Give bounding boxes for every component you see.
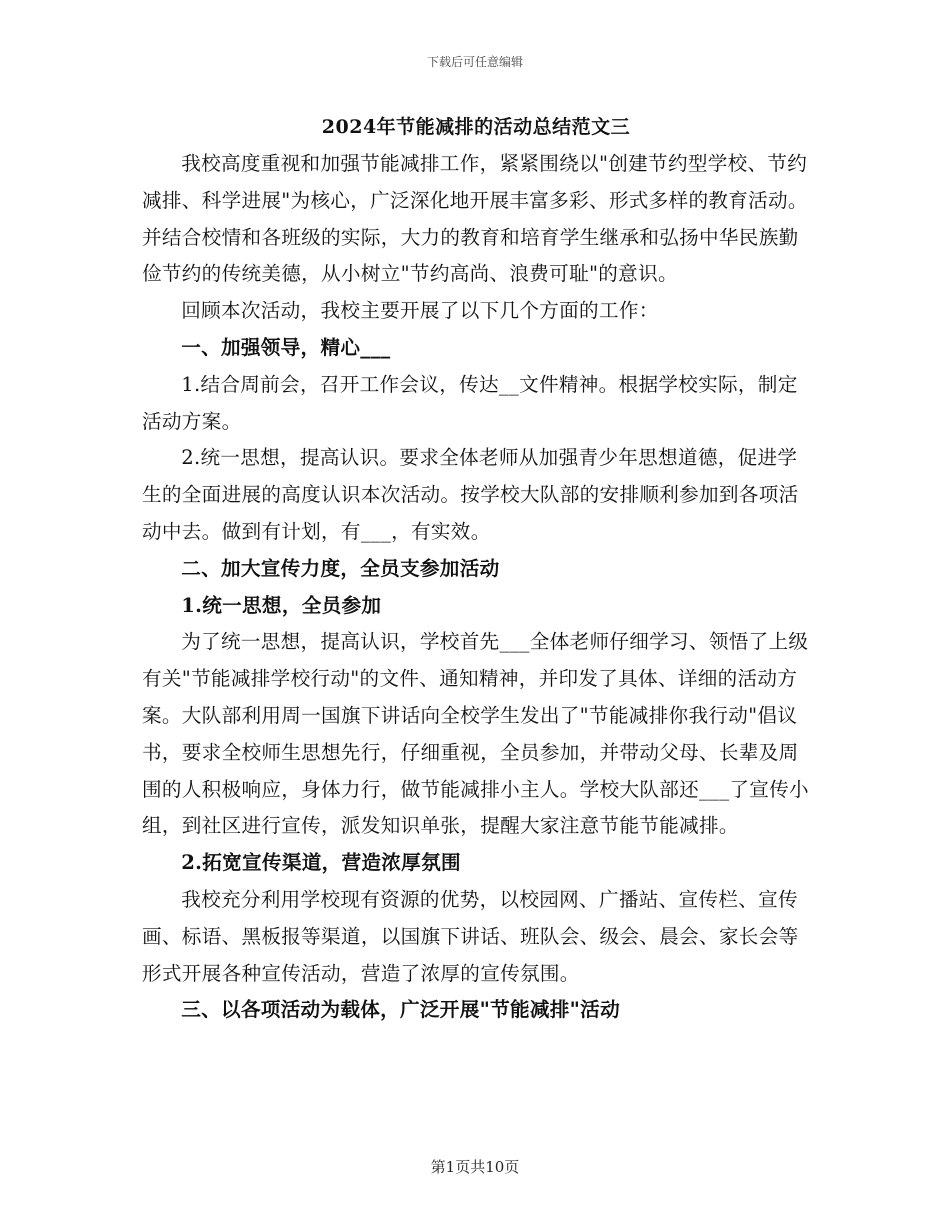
paragraph-review: 回顾本次活动，我校主要开展了以下几个方面的工作： (181, 299, 659, 323)
page-footer: 第1页共10页 (430, 1158, 520, 1176)
paragraph-1-1: 1.结合周前会，召开工作会议，传达__文件精神。根据学校实际，制定活动方案。 (142, 372, 798, 433)
paragraph-2-2: 我校充分利用学校现有资源的优势，以校园网、广播站、宣传栏、宣传画、标语、黑板报等渠道，以国旗下讲话、班队会、级会、晨会、家长会等形式开展各种宣传活动，营造了浓厚的宣传氛围。 (142, 887, 799, 985)
section-heading-2: 二、加大宣传力度，全员支参加活动 (181, 556, 500, 580)
paragraph-2-1: 为了统一思想，提高认识，学校首先___全体老师仔细学习、领悟了上级有关"节能减排学校行动"的文件、通知精神，并印发了具体、详细的活动方案。大队部利用周一国旗下讲话向全校学生发出了"节能减排你我行动"倡议书，要求全校师生思想先行，仔细重视，全员参加，并带动父母、长辈及周围的人积极响应，身体力行，做节能减排小主人。学校大队部还___了宣传小组，到社区进行宣传，派发知识单张，提醒大家注意节能节能减排。 (142, 630, 809, 838)
subsection-heading-2-2: 2.拓宽宣传渠道，营造浓厚氛围 (181, 851, 461, 875)
paragraph-1-2: 2.统一思想，提高认识。要求全体老师从加强青少年思想道德，促进学生的全面进展的高度认识本次活动。按学校大队部的安排顺利参加到各项活动中去。做到有计划，有___，有实效。 (142, 446, 799, 543)
section-heading-3: 三、以各项活动为载体，广泛开展"节能减排"活动 (181, 998, 620, 1022)
section-heading-1: 一、加强领导，精心___ (181, 335, 391, 359)
subsection-heading-2-1: 1.统一思想，全员参加 (181, 593, 382, 617)
page-header: 下载后可任意编辑 (426, 55, 523, 69)
paragraph-intro: 我校高度重视和加强节能减排工作，紧紧围绕以"创建节约型学校、节约减排、科学进展"为核心，广泛深化地开展丰富多彩、形式多样的教育活动。并结合校情和各班级的实际，大力的教育和培育学生继承和弘扬中华民族勤俭节约的传统美德，从小树立"节约高尚、浪费可耻"的意识。 (142, 152, 808, 286)
document-body (142, 108, 810, 1029)
document-title: 2024年节能减排的活动总结范文三 (321, 116, 631, 138)
